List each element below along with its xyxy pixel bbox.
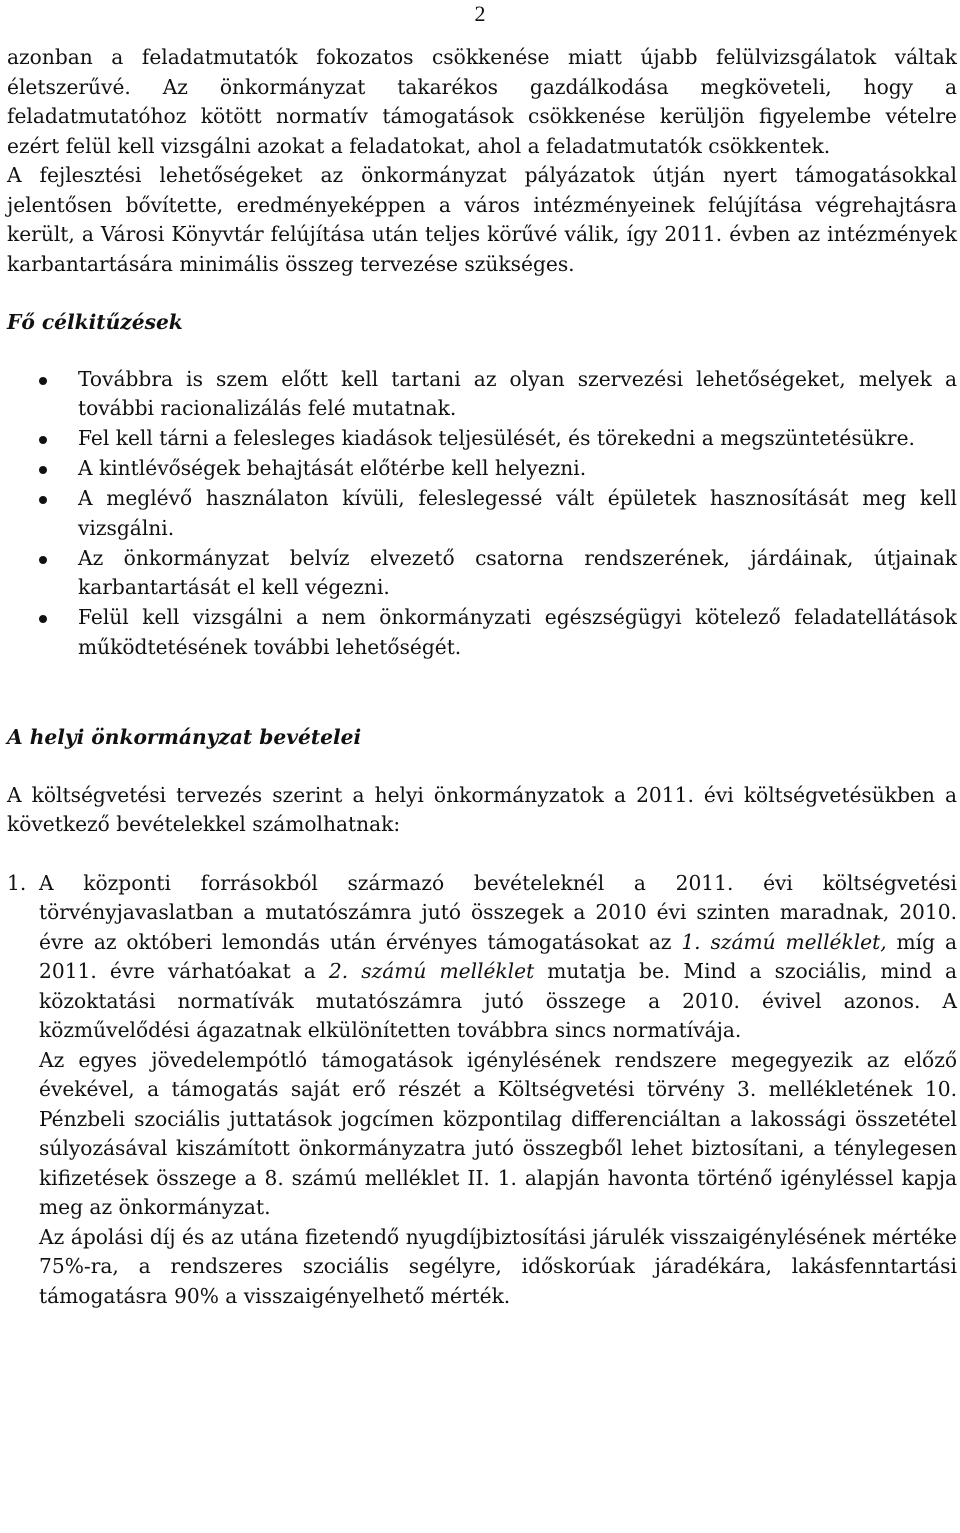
list-item: Az önkormányzat belvíz elvezető csatorna rendszerének, járdáinak, útjainak karbantartását el kell végezni. xyxy=(7,544,957,603)
item-1-paragraph-1: A központi forrásokból származó bevételeknél a 2011. évi költségvetési törvényjavaslatban a mutatószámra jutó összegek a 2010 évi szinten maradnak, 2010. évre az októberi lemondás után érvényes támogatásokat az 1. számú melléklet, míg a 2011. évre várhatóakat a 2. számú melléklet mutatja be. Mind a szociális, mind a közoktatási normatívák mutatószámra jutó összege a 2010. évivel azonos. A közművelődési ágazatnak elkülönítetten továbbra sincs normatívája. xyxy=(39,870,957,1042)
annex-2-reference: 2. számú melléklet xyxy=(328,959,535,983)
annex-1-reference: 1. számú melléklet, xyxy=(681,929,887,954)
intro-paragraph-2: A fejlesztési lehetőségeket az önkormányzat pályázatok útján nyert támogatásokkal jelentősen bővítette, eredményeképpen a város intézményeinek felújítása végrehajtásra került, a Városi Könyvtár felújítása után teljes körűvé válik, így 2011. évben az intézmények karbantartására minimális összeg tervezése szükséges. xyxy=(7,163,957,276)
page-number: 2 xyxy=(474,1,486,26)
item-number: 1. xyxy=(7,870,27,895)
numbered-item-1 xyxy=(7,869,957,1312)
item-1-paragraph-2: Az egyes jövedelempótló támogatások igénylésének rendszere megegyezik az előző évekével, a támogatás saját erő részét a Költségvetési törvény 3. mellékletének 10. Pénzbeli szociális juttatások jogcímen központilag differenciáltan a lakossági összetétel súlyozásával kiszámított önkormányzatra jutó összegből lehet biztosítani, a ténylegesen kifizetések összege a 8. számú melléklet II. 1. alapján havonta történő igényléssel kapja meg az önkormányzat. xyxy=(39,1047,957,1219)
item-1-paragraph-3: Az ápolási díj és az utána fizetendő nyugdíjbiztosítási járulék visszaigénylésének mértéke 75%-ra, a rendszeres szociális segélyre, időskorúak járadékára, lakásfenntartási támogatásra 90% a visszaigényelhető mérték. xyxy=(39,1224,957,1308)
intro-paragraph-1: azonban a feladatmutatók fokozatos csökkenése miatt újabb felülvizsgálatok váltak életszerűvé. Az önkormányzat takarékos gazdálkodása megköveteli, hogy a feladatmutatóhoz kötött normatív támogatások csökkenése kerüljön figyelembe vételre ezért felül kell vizsgálni azokat a feladatokat, ahol a feladatmutatók csökkentek. xyxy=(7,45,957,158)
list-item: Fel kell tárni a felesleges kiadások teljesülését, és törekedni a megszüntetésükre. xyxy=(7,424,957,454)
list-item: A meglévő használaton kívüli, feleslegessé vált épületek hasznosítását meg kell vizsgálni. xyxy=(7,484,957,543)
goals-list xyxy=(7,365,957,663)
list-item: Továbbra is szem előtt kell tartani az olyan szervezési lehetőségeket, melyek a további racionalizálás felé mutatnak. xyxy=(7,365,957,424)
list-item: Felül kell vizsgálni a nem önkormányzati egészségügyi kötelező feladatellátások működtetésének további lehetőségét. xyxy=(7,603,957,662)
goals-heading: Fő célkitűzések xyxy=(7,310,183,334)
document-body xyxy=(7,43,957,1311)
list-item: A kintlévőségek behajtását előtérbe kell helyezni. xyxy=(7,454,957,484)
revenue-intro: A költségvetési tervezés szerint a helyi önkormányzatok a 2011. évi költségvetésükben a következő bevételekkel számolhatnak: xyxy=(7,782,957,836)
revenue-heading: A helyi önkormányzat bevételei xyxy=(7,725,362,749)
